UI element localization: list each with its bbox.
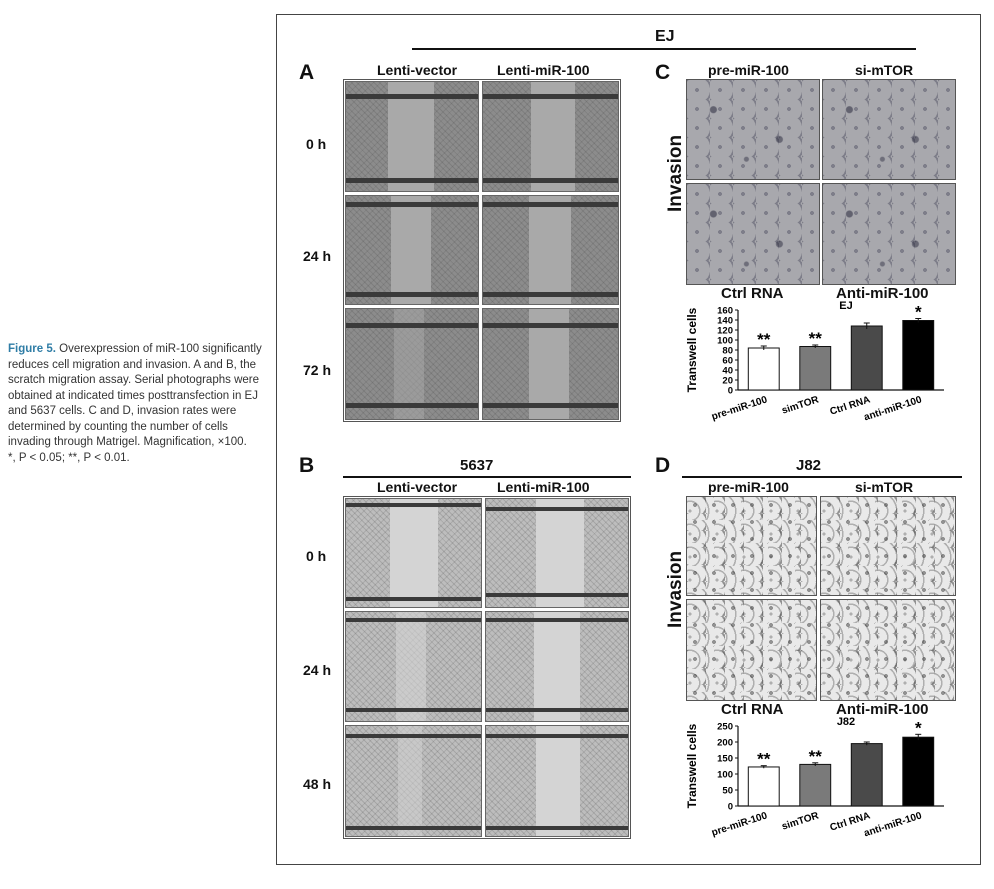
x-tick-label: simTOR xyxy=(780,394,821,417)
y-tick-label: 200 xyxy=(717,737,733,749)
panel-d-header: J82 xyxy=(796,457,822,474)
panel-c-top-label-1: pre-miR-100 xyxy=(708,62,789,78)
significance-marker: ** xyxy=(808,746,822,766)
panel-a-time-1: 24 h xyxy=(303,248,332,264)
panel-d-top-label-1: pre-miR-100 xyxy=(708,479,789,495)
x-tick-label: pre-miR-100 xyxy=(710,394,769,423)
y-tick-label: 50 xyxy=(722,785,733,797)
panel-a-col-1: Lenti-vector xyxy=(377,62,458,78)
scratch-image-b-mir100-0h xyxy=(485,498,629,608)
y-tick-label: 0 xyxy=(727,801,733,813)
bar-simtor xyxy=(800,347,831,391)
panel-b-time-0: 0 h xyxy=(306,548,327,564)
chart-title: EJ xyxy=(839,300,853,312)
panel-a-time-0: 0 h xyxy=(306,136,327,152)
y-tick-label: 140 xyxy=(717,315,733,327)
caption-significance: *, P < 0.05; **, P < 0.01. xyxy=(8,451,130,464)
scratch-image-a-mir100-72h xyxy=(482,308,619,420)
panel-b-time-1: 24 h xyxy=(303,662,332,678)
x-tick-label: pre-miR-100 xyxy=(710,810,769,839)
x-tick-label: simTOR xyxy=(780,810,821,833)
invasion-image-c-si-mtor xyxy=(822,79,956,180)
x-tick-label: anti-miR-100 xyxy=(862,394,924,424)
caption-text: Overexpression of miR-100 significantly reduces cell migration and invasion. A and B, the scratch migration assay. Serial photographs were obtained at indicated times posttransfection in EJ and 5637 cells. C and D, invasion rates were determined by counting the number of cells invading through Matrigel. Magnification, ×100. xyxy=(8,343,262,448)
bar-anti-mir-100 xyxy=(903,737,934,806)
bar-ctrl-rna xyxy=(851,744,882,806)
bar-anti-mir-100 xyxy=(903,321,934,391)
invasion-image-d-ctrl-rna xyxy=(686,599,817,701)
bar-pre-mir-100 xyxy=(748,767,779,806)
y-tick-label: 150 xyxy=(717,753,733,765)
y-tick-label: 0 xyxy=(727,385,733,397)
scratch-image-a-vector-24h xyxy=(345,195,479,305)
panel-c-top-label-2: si-mTOR xyxy=(855,62,914,78)
scratch-image-b-mir100-24h xyxy=(485,611,629,722)
panel-c-label: C xyxy=(655,61,671,84)
panel-d-bottom-label-1: Ctrl RNA xyxy=(721,701,784,718)
panel-b-label: B xyxy=(299,454,315,477)
y-tick-label: 20 xyxy=(722,375,733,387)
scratch-image-a-vector-0h xyxy=(345,81,479,192)
significance-marker: * xyxy=(914,718,922,738)
panel-d-label: D xyxy=(655,454,671,477)
scratch-image-a-mir100-24h xyxy=(482,195,619,305)
y-tick-label: 40 xyxy=(722,365,733,377)
bar-ctrl-rna xyxy=(851,326,882,390)
ej-header: EJ xyxy=(655,28,675,45)
bar-simtor xyxy=(800,764,831,806)
panel-c-side-label: Invasion xyxy=(665,134,686,212)
panel-b-time-2: 48 h xyxy=(303,776,332,792)
figure-caption xyxy=(8,342,270,466)
panel-d-header-line xyxy=(682,476,962,478)
invasion-image-d-anti-mir100 xyxy=(820,599,956,701)
y-tick-label: 100 xyxy=(717,335,733,347)
scratch-image-a-mir100-0h xyxy=(482,81,619,192)
panel-c-bottom-label-2: Anti-miR-100 xyxy=(836,285,929,302)
ej-header-line xyxy=(412,48,916,50)
scratch-image-b-vector-48h xyxy=(345,725,482,837)
invasion-image-c-pre-mir100 xyxy=(686,79,820,180)
scratch-image-a-vector-72h xyxy=(345,308,479,420)
significance-marker: ** xyxy=(757,330,771,349)
panel-b-header: 5637 xyxy=(460,457,494,474)
y-axis-label: Transwell cells xyxy=(685,723,699,809)
y-tick-label: 80 xyxy=(722,345,733,357)
x-tick-label: Ctrl RNA xyxy=(828,810,872,834)
panel-b-header-line xyxy=(343,476,631,478)
chart-title: J82 xyxy=(836,716,856,728)
scratch-image-b-vector-0h xyxy=(345,498,482,608)
invasion-image-c-anti-mir100 xyxy=(822,183,956,285)
y-tick-label: 100 xyxy=(717,769,733,781)
invasion-image-c-ctrl-rna xyxy=(686,183,820,285)
y-tick-label: 120 xyxy=(717,325,733,337)
bar-chart-ej xyxy=(682,298,957,442)
invasion-image-d-si-mtor xyxy=(820,496,956,596)
scratch-image-b-mir100-48h xyxy=(485,725,629,837)
invasion-image-d-pre-mir100 xyxy=(686,496,817,596)
y-tick-label: 160 xyxy=(717,305,733,317)
panel-b-col-1: Lenti-vector xyxy=(377,479,458,495)
panel-a-col-2: Lenti-miR-100 xyxy=(497,62,590,78)
caption-lead: Figure 5. xyxy=(8,343,56,355)
panel-a-label: A xyxy=(299,61,315,84)
y-tick-label: 60 xyxy=(722,355,733,367)
scratch-image-b-vector-24h xyxy=(345,611,482,722)
panel-d-top-label-2: si-mTOR xyxy=(855,479,914,495)
x-tick-label: anti-miR-100 xyxy=(862,810,924,840)
y-tick-label: 250 xyxy=(717,721,733,733)
significance-marker: ** xyxy=(808,329,822,348)
panel-d-bottom-label-2: Anti-miR-100 xyxy=(836,701,929,718)
bar-chart-j82 xyxy=(682,714,957,864)
bar-pre-mir-100 xyxy=(748,348,779,390)
significance-marker: * xyxy=(914,302,922,322)
panel-c-bottom-label-1: Ctrl RNA xyxy=(721,285,784,302)
panel-a-time-2: 72 h xyxy=(303,362,332,378)
panel-d-side-label: Invasion xyxy=(665,550,686,628)
panel-b-col-2: Lenti-miR-100 xyxy=(497,479,590,495)
y-axis-label: Transwell cells xyxy=(685,307,699,393)
x-tick-label: Ctrl RNA xyxy=(828,394,872,418)
significance-marker: ** xyxy=(757,749,771,769)
